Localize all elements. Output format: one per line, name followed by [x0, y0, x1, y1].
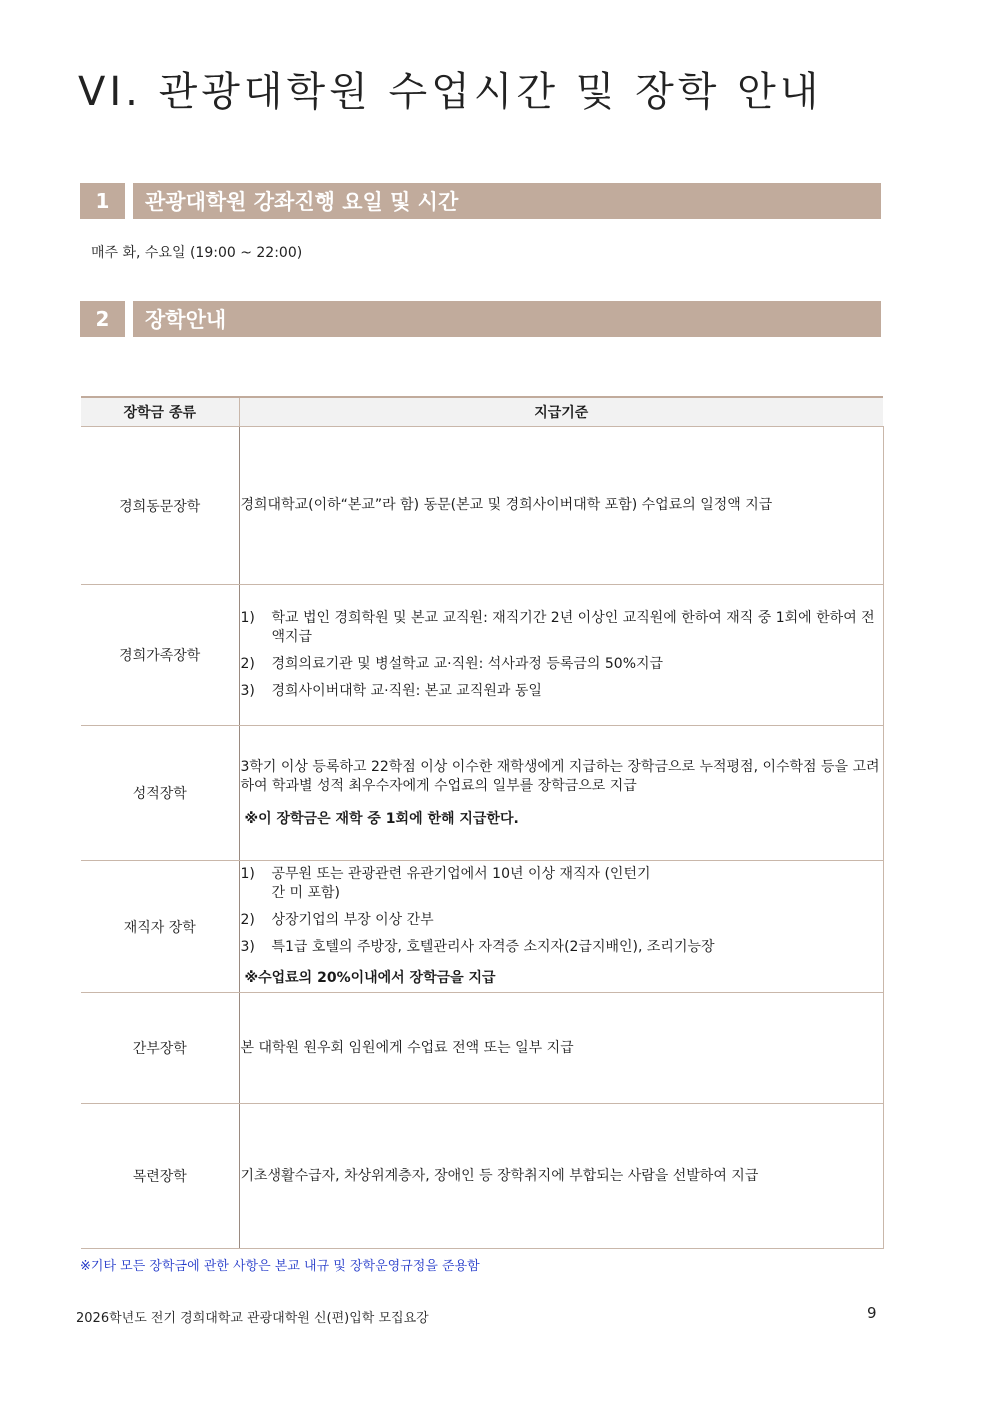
table-row [81, 861, 883, 993]
criteria-list [241, 609, 883, 701]
scholarship-type: 목련장학 [81, 1104, 239, 1249]
criteria-text: 3학기 이상 등록하고 22학점 이상 이수한 재학생에게 지급하는 장학금으로 누적평점, 이수학점 등을 고려하여 학과별 성적 최우수자에게 수업료의 일부를 장학금으로 지급 [240, 758, 880, 794]
scholarship-type: 재직자 장학 [81, 861, 239, 993]
class-schedule: 매주 화, 수요일 (19:00 ~ 22:00) [91, 245, 303, 261]
table-header-row [81, 397, 883, 427]
section-number: 1 [80, 183, 125, 219]
scholarship-criteria [239, 585, 883, 726]
table-row [81, 993, 883, 1104]
scholarship-criteria: 본 대학원 원우회 임원에게 수업료 전액 또는 일부 지급 [239, 993, 883, 1104]
scholarship-criteria [239, 726, 883, 861]
scholarship-table [81, 396, 884, 1249]
list-item: 1) 공무원 또는 관광관련 유관기업에서 10년 이상 재직자 (인턴기간 미 포함) [240, 866, 651, 901]
list-item: 3) 특1급 호텔의 주방장, 호텔관리사 자격증 소지자(2급지배인), 조리기능장 [240, 939, 715, 955]
table-row [81, 726, 883, 861]
scholarship-type: 성적장학 [81, 726, 239, 861]
section-header-1 [80, 183, 881, 219]
scholarship-criteria: 기초생활수급자, 차상위계층자, 장애인 등 장학취지에 부합되는 사람을 선발하여 지급 [239, 1104, 883, 1249]
table-row [81, 427, 883, 585]
page-title: VI. 관광대학원 수업시간 및 장학 안내 [78, 69, 823, 115]
list-item: 1) 학교 법인 경희학원 및 본교 교직원: 재직기간 2년 이상인 교직원에 한하여 재직 중 1회에 한하여 전액지급 [240, 610, 875, 645]
scholarship-type: 경희동문장학 [81, 427, 239, 585]
document-footer: 2026학년도 전기 경희대학교 관광대학원 신(편)입학 모집요강 [76, 1311, 429, 1326]
scholarship-footnote: ※기타 모든 장학금에 관한 사항은 본교 내규 및 장학운영규정을 준용함 [80, 1259, 480, 1274]
list-item: 3) 경희사이버대학 교·직원: 본교 교직원과 동일 [240, 683, 542, 699]
section-number: 2 [80, 301, 125, 337]
scholarship-criteria: 경희대학교(이하“본교”라 함) 동문(본교 및 경희사이버대학 포함) 수업료의 일정액 지급 [239, 427, 883, 585]
scholarship-type: 간부장학 [81, 993, 239, 1104]
page-number: 9 [867, 1304, 877, 1322]
table-row [81, 1104, 883, 1249]
section-title: 장학안내 [133, 301, 881, 337]
column-header-criteria: 지급기준 [239, 397, 883, 427]
section-header-2 [80, 301, 881, 337]
criteria-note: ※이 장학금은 재학 중 1회에 한해 지급한다. [244, 810, 519, 827]
scholarship-type: 경희가족장학 [81, 585, 239, 726]
table-row [81, 585, 883, 726]
criteria-note: ※수업료의 20%이내에서 장학금을 지급 [244, 970, 496, 986]
section-title: 관광대학원 강좌진행 요일 및 시간 [133, 183, 881, 219]
criteria-list [241, 865, 883, 957]
list-item: 2) 상장기업의 부장 이상 간부 [240, 912, 434, 928]
scholarship-criteria [239, 861, 883, 993]
list-item: 2) 경희의료기관 및 병설학교 교·직원: 석사과정 등록금의 50%지급 [240, 656, 664, 672]
column-header-type: 장학금 종류 [81, 397, 239, 427]
